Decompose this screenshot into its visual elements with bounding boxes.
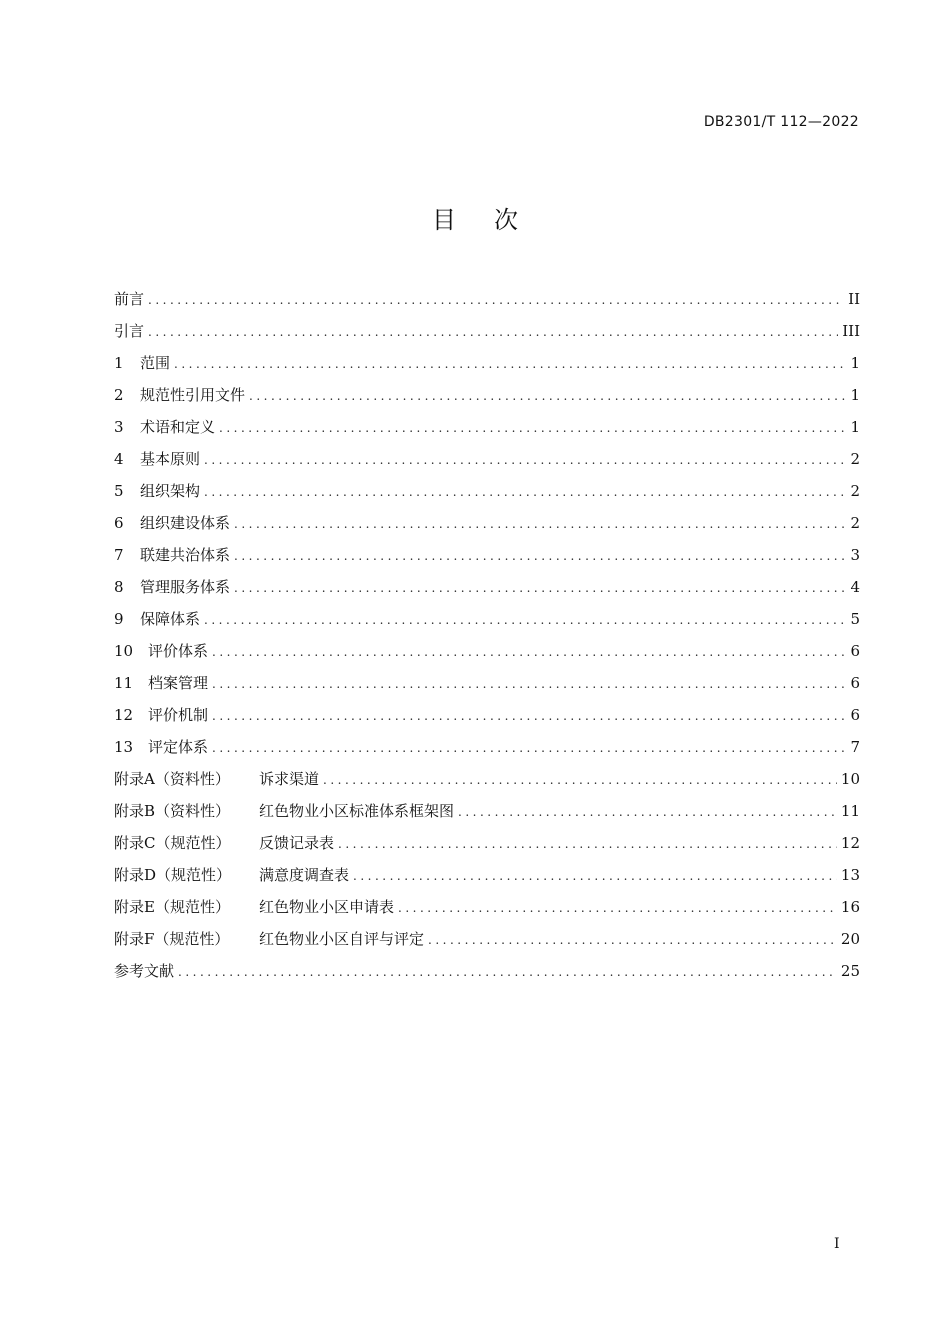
toc-entry-page: III xyxy=(842,322,860,340)
toc-entry-page: 1 xyxy=(850,418,860,436)
toc-entry-page: 1 xyxy=(850,354,860,372)
toc-entry-label: 评价体系 xyxy=(148,642,209,660)
toc-entry-number: 2 xyxy=(114,386,124,404)
toc-entry-appendix-b[interactable] xyxy=(114,795,860,827)
toc-entry-page: 20 xyxy=(840,930,860,948)
toc-list xyxy=(114,283,860,987)
toc-entry-page: 3 xyxy=(850,546,860,564)
toc-entry-number: 12 xyxy=(114,706,134,724)
toc-entry-label: 评价机制 xyxy=(148,706,209,724)
toc-entry-page: 4 xyxy=(850,578,860,596)
toc-entry-page: 1 xyxy=(850,386,860,404)
toc-entry-page: II xyxy=(848,290,860,308)
toc-entry-page: 6 xyxy=(850,674,860,692)
toc-entry-preface[interactable] xyxy=(114,283,860,315)
toc-entry-page: 2 xyxy=(850,450,860,468)
toc-entry-appendix-number: 附录E（规范性） xyxy=(114,898,230,916)
toc-entry-archive-management[interactable] xyxy=(114,667,860,699)
toc-title: 目次 xyxy=(432,206,556,234)
dot-leader xyxy=(234,508,846,540)
toc-entry-label: 术语和定义 xyxy=(140,418,216,436)
dot-leader xyxy=(398,892,837,924)
toc-entry-appendix-a[interactable] xyxy=(114,763,860,795)
dot-leader xyxy=(148,284,844,316)
toc-entry-label: 评定体系 xyxy=(148,738,209,756)
toc-entry-label: 保障体系 xyxy=(140,610,201,628)
toc-entry-introduction[interactable] xyxy=(114,315,860,347)
toc-entry-guarantee[interactable] xyxy=(114,603,860,635)
toc-entry-scope[interactable] xyxy=(114,347,860,379)
toc-entry-page: 2 xyxy=(850,482,860,500)
toc-entry-label: 前言 xyxy=(114,290,145,308)
toc-entry-label: 红色物业小区标准体系框架图 xyxy=(259,802,455,820)
toc-entry-normative-references[interactable] xyxy=(114,379,860,411)
footer-page-number: I xyxy=(834,1236,840,1252)
toc-entry-appendix-number: 附录B（资料性） xyxy=(114,802,231,820)
toc-entry-label: 诉求渠道 xyxy=(259,770,320,788)
dot-leader xyxy=(212,700,846,732)
dot-leader xyxy=(212,732,846,764)
dot-leader xyxy=(353,860,837,892)
toc-entry-number: 5 xyxy=(114,482,124,500)
dot-leader xyxy=(148,316,838,348)
toc-entry-page: 25 xyxy=(840,962,860,980)
toc-entry-page: 13 xyxy=(840,866,860,884)
toc-entry-label: 基本原则 xyxy=(140,450,201,468)
toc-entry-number: 6 xyxy=(114,514,124,532)
toc-entry-evaluation-system[interactable] xyxy=(114,635,860,667)
toc-entry-number: 3 xyxy=(114,418,124,436)
toc-entry-page: 11 xyxy=(840,802,860,820)
toc-entry-label: 组织架构 xyxy=(140,482,201,500)
toc-entry-page: 16 xyxy=(840,898,860,916)
toc-entry-appendix-d[interactable] xyxy=(114,859,860,891)
toc-entry-page: 6 xyxy=(850,642,860,660)
dot-leader xyxy=(323,764,837,796)
toc-entry-label: 档案管理 xyxy=(148,674,209,692)
toc-entry-appendix-number: 附录F（规范性） xyxy=(114,930,230,948)
dot-leader xyxy=(249,380,846,412)
dot-leader xyxy=(204,604,846,636)
dot-leader xyxy=(234,572,846,604)
dot-leader xyxy=(234,540,846,572)
toc-entry-label: 规范性引用文件 xyxy=(140,386,246,404)
toc-entry-organization-system[interactable] xyxy=(114,507,860,539)
toc-entry-organization-structure[interactable] xyxy=(114,475,860,507)
dot-leader xyxy=(204,476,846,508)
toc-entry-number: 10 xyxy=(114,642,134,660)
toc-entry-label: 红色物业小区自评与评定 xyxy=(259,930,425,948)
toc-entry-co-governance[interactable] xyxy=(114,539,860,571)
toc-entry-appendix-c[interactable] xyxy=(114,827,860,859)
toc-entry-page: 10 xyxy=(840,770,860,788)
dot-leader xyxy=(204,444,846,476)
toc-entry-management-service[interactable] xyxy=(114,571,860,603)
toc-entry-number: 11 xyxy=(114,674,134,692)
dot-leader xyxy=(178,956,837,988)
toc-entry-page: 6 xyxy=(850,706,860,724)
toc-entry-page: 12 xyxy=(840,834,860,852)
toc-entry-bibliography[interactable] xyxy=(114,955,860,987)
toc-entry-page: 2 xyxy=(850,514,860,532)
toc-entry-page: 5 xyxy=(850,610,860,628)
toc-entry-label: 反馈记录表 xyxy=(259,834,335,852)
dot-leader xyxy=(338,828,837,860)
toc-entry-number: 9 xyxy=(114,610,124,628)
toc-entry-label: 引言 xyxy=(114,322,145,340)
toc-entry-terms[interactable] xyxy=(114,411,860,443)
toc-entry-number: 7 xyxy=(114,546,124,564)
toc-entry-label: 参考文献 xyxy=(114,962,175,980)
dot-leader xyxy=(428,924,837,956)
toc-entry-label: 范围 xyxy=(140,354,171,372)
toc-entry-evaluation-mechanism[interactable] xyxy=(114,699,860,731)
toc-entry-number: 4 xyxy=(114,450,124,468)
toc-entry-number: 1 xyxy=(114,354,124,372)
toc-entry-appendix-number: 附录A（资料性） xyxy=(114,770,230,788)
toc-entry-appendix-f[interactable] xyxy=(114,923,860,955)
toc-entry-label: 联建共治体系 xyxy=(140,546,231,564)
document-code: DB2301/T 112—2022 xyxy=(703,114,859,130)
dot-leader xyxy=(458,796,837,828)
toc-entry-appendix-number: 附录D（规范性） xyxy=(114,866,232,884)
toc-entry-label: 组织建设体系 xyxy=(140,514,231,532)
dot-leader xyxy=(174,348,846,380)
dot-leader xyxy=(212,668,846,700)
toc-entry-label: 红色物业小区申请表 xyxy=(259,898,395,916)
toc-entry-label: 满意度调查表 xyxy=(259,866,350,884)
toc-entry-assessment-system[interactable] xyxy=(114,731,860,763)
toc-entry-principles[interactable] xyxy=(114,443,860,475)
dot-leader xyxy=(219,412,846,444)
toc-entry-appendix-number: 附录C（规范性） xyxy=(114,834,231,852)
toc-entry-page: 7 xyxy=(850,738,860,756)
toc-entry-number: 13 xyxy=(114,738,134,756)
dot-leader xyxy=(212,636,846,668)
toc-entry-label: 管理服务体系 xyxy=(140,578,231,596)
toc-entry-number: 8 xyxy=(114,578,124,596)
toc-entry-appendix-e[interactable] xyxy=(114,891,860,923)
